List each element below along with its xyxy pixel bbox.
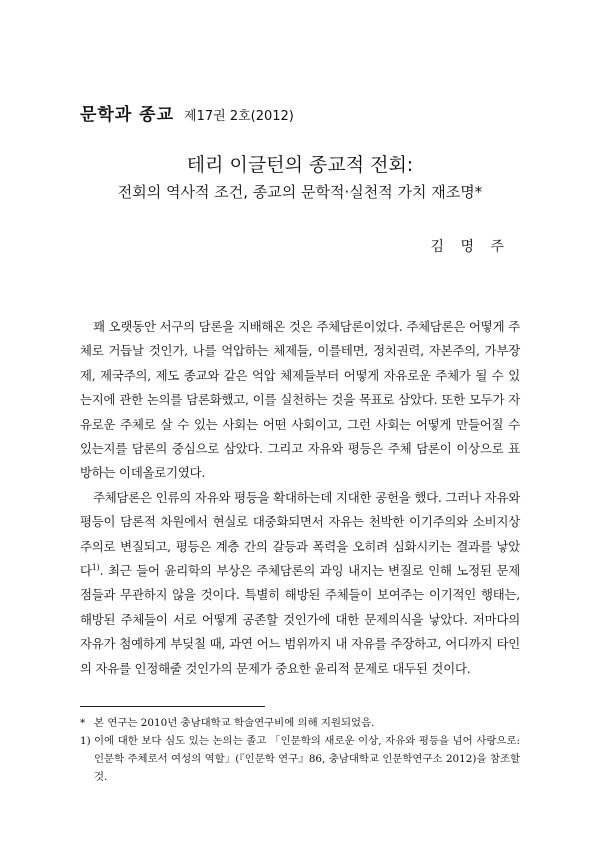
footnote-reference[interactable]: 1) — [91, 562, 100, 572]
footnote-item — [80, 714, 520, 732]
body-paragraph: 꽤 오랫동안 서구의 담론을 지배해온 것은 주체담론이었다. 주체담론은 어떻게 주체로 거듭날 것인가, 나를 억압하는 체제들, 이를테면, 정치권력, 자본주의, 가부장제, 제국주의, 제도 종교와 같은 억압 체제들부터 어떻게 자유로운 주체가 될 수 있는지에 관한 논의를 담론화했고, 이를 실천하는 것을 목표로 삼았다. 또한 모두가 자유로운 주체로 살 수 있는 사회는 어떤 사회이고, 그런 사회는 어떻게 만들어질 수 있는지를 담론의 중심으로 삼았다. 그리고 자유와 평등은 주체 담론이 이상으로 표방하는 이데올로기였다. — [80, 319, 520, 481]
journal-name: 문학과 종교 — [80, 105, 175, 125]
author-name: 김 명 주 — [430, 239, 510, 255]
footnote-item — [80, 732, 520, 786]
footnote-mark: 1) — [80, 735, 91, 747]
footnote-mark: * — [80, 717, 86, 729]
body-paragraph-text: 주체담론은 인류의 자유와 평등을 확대하는데 지대한 공헌을 했다. 그러나 자유와 평등이 담론적 차원에서 현실로 대중화되면서 자유는 천박한 이기주의와 소비지상주의로 변질되고, 평등은 계층 간의 갈등과 폭력을 오히려 심화시키는 결과를 낳았다 — [80, 489, 520, 579]
footnote-divider — [80, 706, 265, 707]
paper-subtitle: 전회의 역사적 조건, 종교의 문학적·실천적 가치 재조명* — [117, 183, 483, 201]
body-text — [80, 315, 520, 681]
body-paragraph-text: . 최근 들어 윤리학의 부상은 주체담론의 과잉 내지는 변질로 인해 노정된 문제점들과 무관하지 않을 것이다. 특별히 해방된 주체들이 보여주는 이기적인 행태는, 해방된 주체들이 서로 어떻게 공존할 것인가에 대한 문제의식을 낳았다. 저마다의 자유가 첨예하게 부딪칠 때, 과연 어느 범위까지 내 자유를 주장하고, 어디까지 타인의 자유를 인정해줄 것인가의 문제가 중요한 윤리적 문제로 대두된 것이다. — [80, 563, 520, 676]
footnotes — [80, 714, 520, 786]
footnote-text: 본 연구는 2010년 충남대학교 학술연구비에 의해 지원되었음. — [94, 717, 375, 729]
volume-issue: 제17권 2호(2012) — [184, 109, 294, 124]
running-header — [80, 100, 294, 125]
footnote-text: 이에 대한 보다 심도 있는 논의는 졸고 「인문학의 새로운 이상, 자유와 평등을 넘어 사랑으로: 인문학 주체로서 여성의 역할」(『인문학 연구』86, 충남대학교 인문학연구소 2012)을 참조할 것. — [94, 735, 520, 783]
body-paragraph — [80, 486, 520, 681]
paper-title: 테리 이글턴의 종교적 전회: — [186, 154, 414, 176]
